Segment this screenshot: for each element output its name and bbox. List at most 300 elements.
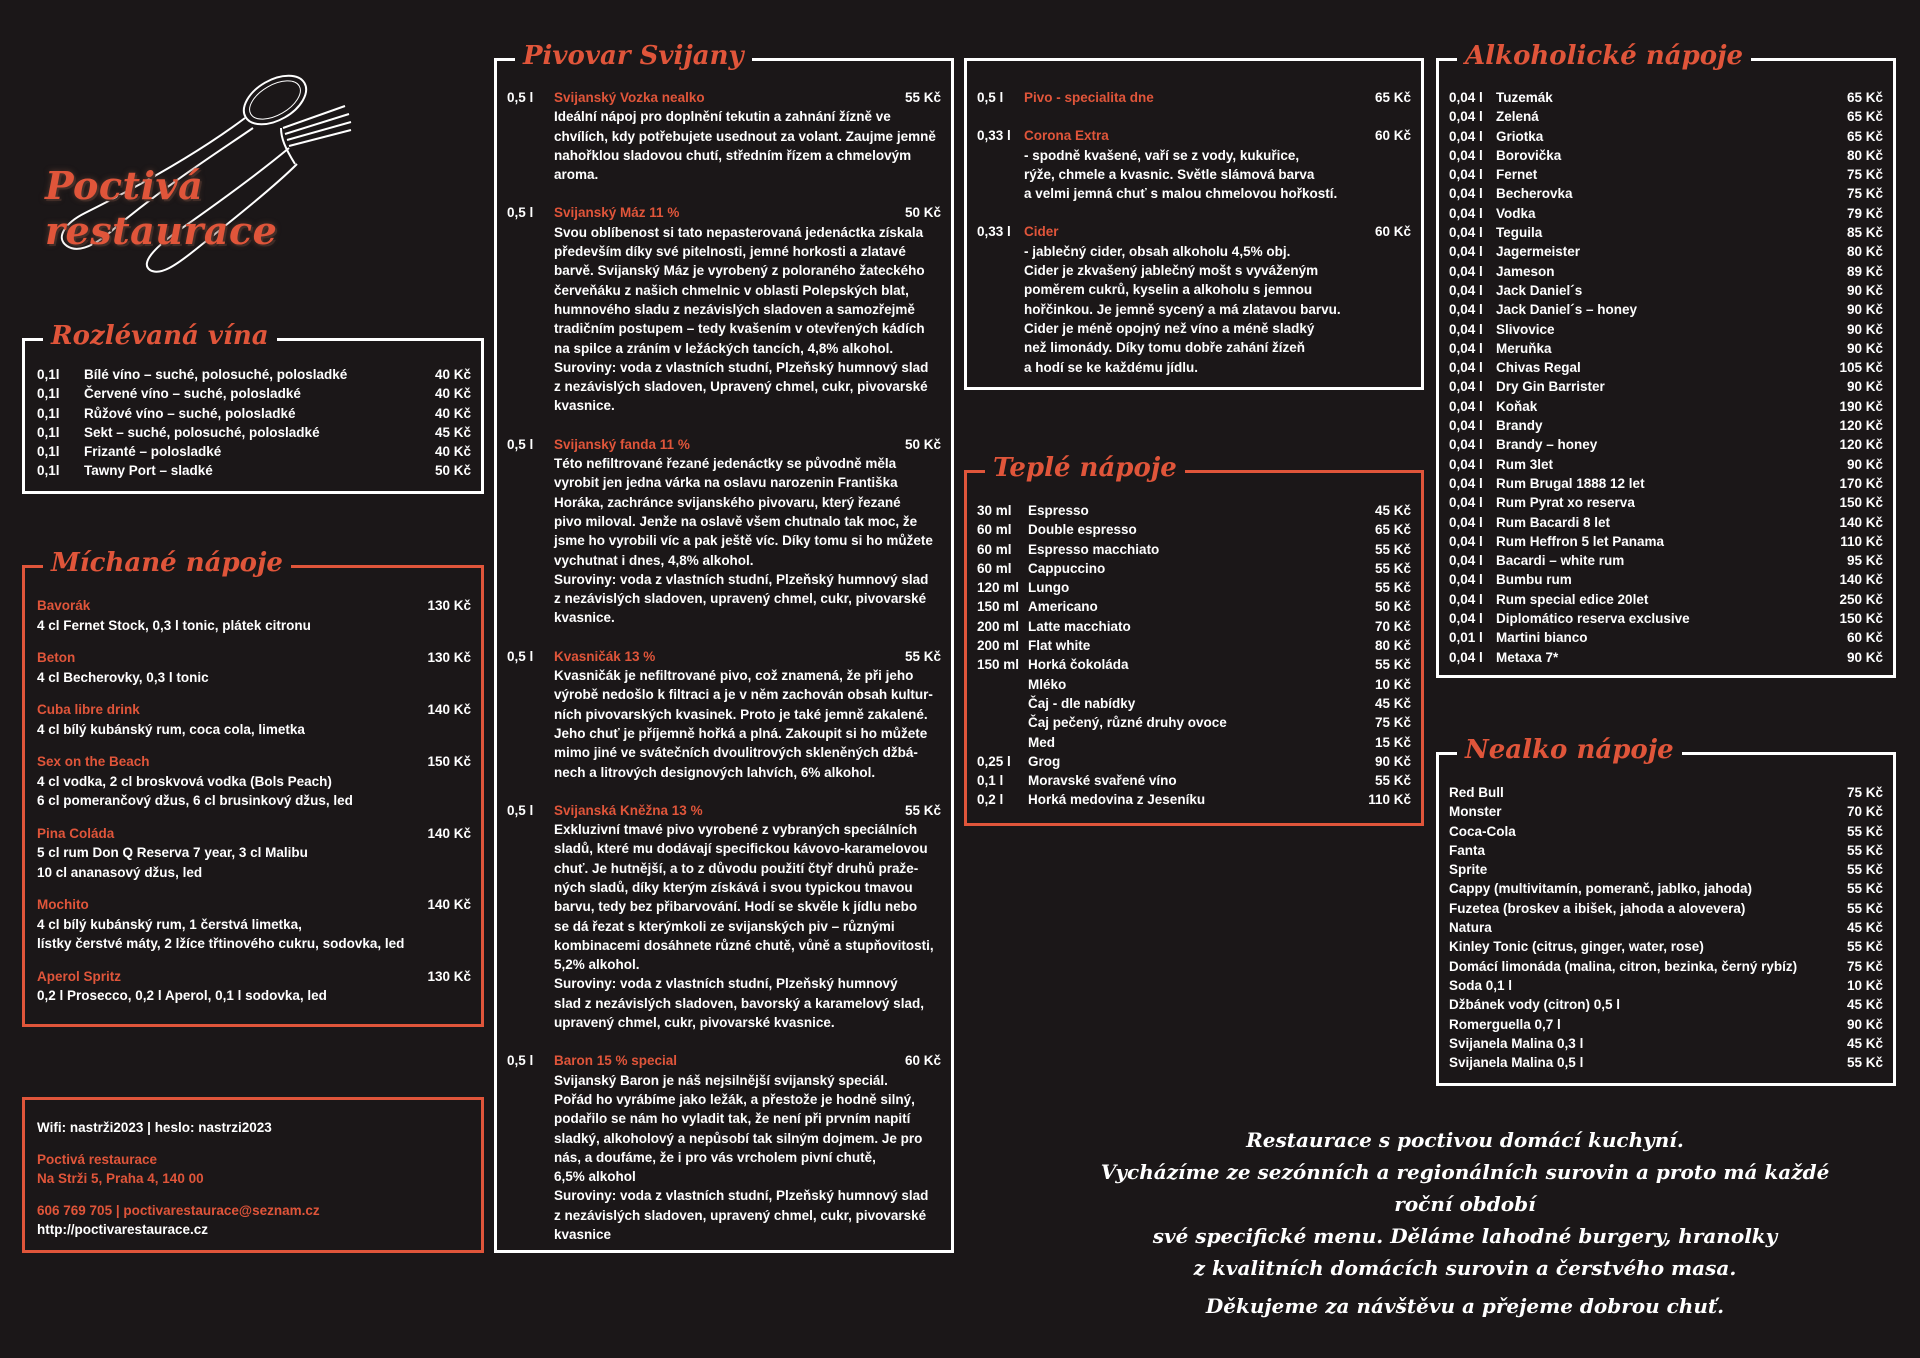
item-price: 75 Kč [1846,785,1883,800]
item-price: 50 Kč [1374,599,1411,615]
wine-item [37,404,471,423]
item-content [554,203,941,415]
item-name: Romerguella 0,7 l [1449,1016,1561,1032]
item-name: Natura [1449,920,1492,936]
item-name: Cappuccino [1028,560,1106,576]
mixed-item [37,967,471,1006]
item-name: Brandy – honey [1496,437,1598,453]
mixed-item-head [37,895,471,915]
item-price: 90 Kč [1846,379,1883,395]
soft-item [1449,860,1883,879]
soft-item [1449,957,1883,976]
item-price: 40 Kč [434,367,471,382]
item-quantity: 0,33 l [977,128,1011,144]
item-quantity [977,713,1028,732]
item-price: 110 Kč [1368,792,1411,808]
item-price: 45 Kč [1846,920,1883,936]
item-price: 90 Kč [1846,456,1883,472]
alco-section [1436,41,1896,678]
item-price: 90 Kč [1846,649,1883,665]
item-content [554,647,941,782]
item-head [554,647,941,666]
item-name: Domácí limonáda (malina, citron, bezinka, černý rybíz) [1449,958,1798,974]
item-name: Becherovka [1496,186,1573,202]
item-price: 60 Kč [1846,630,1883,646]
item-head [1024,126,1411,145]
item-quantity: 0,04 l [1449,398,1483,414]
alco-item [1449,474,1883,493]
wine-item [37,423,471,442]
item-price: 65 Kč [1846,128,1883,144]
item-price: 50 Kč [904,205,941,221]
item-description: Svou oblíbenost si tato nepasterovaná jedenáctka získala především díky své pitelnosti, jemné horkosti a zlatavé barvě. Svijanský Máz je vyrobený z poloraného žateckého červeňáku z našich chmelnic v oblasti Polepských blat, humnového sladu z nezávislých sladoven a samozřejmě tradičním postupem – tedy kvašením v otevřených kádích na spilce a zráním v ležáckých tancích, 4,8% alkohol. Suroviny: voda z vlastních studní, Plzeňský humnový slad z nezávislých sladoven, Upravený chmel, cukr, pivovarské kvasnice. [554,224,929,414]
beer-item [507,435,941,628]
item-name: Flat white [1028,638,1091,654]
item-name: Fuzetea (broskev a ibišek, jahoda a alovevera) [1449,900,1746,916]
beer-list [507,88,941,1244]
alco-item [1449,455,1883,474]
item-price: 50 Kč [904,436,941,452]
soft-item [1449,783,1883,802]
item-price: 140 Kč [427,825,471,841]
soft-item [1449,841,1883,860]
item-price: 150 Kč [427,754,471,769]
item-price: 60 Kč [1374,224,1411,240]
alco-item [1449,204,1883,223]
item-price: 140 Kč [427,702,471,717]
item-quantity: 60 ml [977,522,1012,538]
item-quantity: 0,1l [37,405,60,421]
item-price: 95 Kč [1846,553,1883,569]
item-price: 55 Kč [1846,842,1883,858]
item-price: 50 Kč [434,463,471,479]
soft-item [1449,822,1883,841]
wine-title: Rozlévaná vína [43,319,277,353]
item-description: 4 cl bílý kubánský rum, coca cola, limetka [37,721,305,737]
item-price: 130 Kč [427,598,471,613]
soft-item [1449,918,1883,937]
item-quantity: 0,33 l [977,224,1011,240]
item-price: 79 Kč [1846,205,1883,221]
item-name: Espresso macchiato [1028,541,1160,557]
alco-item [1449,397,1883,416]
item-name: Svijanský Máz 11 % [554,205,680,221]
wifi-info: Wifi: nastrži2023 | heslo: nastrzi2023 [37,1120,272,1135]
slogan-text: Restaurace s poctivou domácí kuchyní. Vycházíme ze sezónních a regionálních surovin a proto má každé roční období své specifické menu. Děláme lahodné burgery, hranolky z kvalitních domácích surovin a čerstvého masa. [1100,1128,1830,1280]
item-quantity: 0,04 l [1449,514,1483,530]
item-name: Teguila [1496,225,1543,241]
soft-item [1449,1015,1883,1034]
item-quantity: 0,5 l [507,802,534,818]
hot-item [977,501,1411,520]
item-name: Red Bull [1449,785,1504,800]
alco-item [1449,513,1883,532]
item-price: 45 Kč [1846,1035,1883,1051]
alco-item [1449,416,1883,435]
mixed-item [37,895,471,954]
item-name: Červené víno – suché, polosladké [84,386,301,402]
item-description: 0,2 l Prosecco, 0,2 l Aperol, 0,1 l sodovka, led [37,988,327,1003]
hot-item [977,540,1411,559]
mixed-item [37,648,471,687]
alco-item [1449,628,1883,647]
item-price: 90 Kč [1374,753,1411,769]
item-description: - jablečný cider, obsah alkoholu 4,5% obj. Cider je zkvašený jablečný mošt s vyváženým poměrem cukrů, kyselin a alkoholu s jemnou hořčinkou. Je jemně sycený a má zlatavou barvu. Cider je méně opojný než víno a méně sladký než limonády. Díky tomu dobře zahání žízeň a hodí se ke každému jídlu. [1024,243,1341,375]
item-name: Corona Extra [1024,128,1109,144]
item-name: Metaxa 7* [1496,649,1559,665]
alco-item [1449,127,1883,146]
item-description: 4 cl Fernet Stock, 0,3 l tonic, plátek citronu [37,617,311,633]
item-quantity: 0,04 l [1449,167,1483,183]
item-name: Čaj - dle nabídky [1028,695,1136,711]
item-price: 75 Kč [1846,167,1883,183]
item-name: Sex on the Beach [37,754,150,769]
item-description: 4 cl vodka, 2 cl broskvová vodka (Bols Peach) 6 cl pomerančový džus, 6 cl brusinkový džus, led [37,773,353,808]
alco-item [1449,262,1883,281]
item-price: 15 Kč [1374,734,1411,750]
item-price: 140 Kč [1839,572,1883,588]
item-price: 89 Kč [1846,263,1883,279]
alco-item [1449,339,1883,358]
alco-item [1449,184,1883,203]
item-quantity: 0,01 l [1449,630,1483,646]
alco-item [1449,377,1883,396]
item-name: Mléko [1028,676,1067,692]
item-quantity: 0,04 l [1449,591,1483,607]
hot-item [977,771,1411,790]
item-price: 105 Kč [1839,360,1883,376]
mixed-section [22,548,484,1027]
item-quantity: 0,04 l [1449,109,1483,125]
item-name: Martini bianco [1496,630,1588,646]
item-price: 55 Kč [1374,541,1411,557]
item-quantity: 0,04 l [1449,456,1483,472]
soft-list [1449,783,1883,1072]
item-name: Rum Heffron 5 let Panama [1496,533,1665,549]
info-address: Na Strži 5, Praha 4, 140 00 [37,1171,204,1186]
item-name: Aperol Spritz [37,968,122,984]
item-name: Rum special edice 20let [1496,591,1649,607]
beer-item [507,647,941,782]
alco-item [1449,532,1883,551]
item-name: Beton [37,650,76,665]
mixed-item-head [37,648,471,668]
soft-item [1449,899,1883,918]
item-description: Exkluzivní tmavé pivo vyrobené z vybraných speciálních sladů, které mu dodávají specifickou kávovo-karamelovou chuť. Je hutnější, a to z důvodu použití čtyř druhů praže- ných sladů, díky kterým získává i svou typickou tmavou barvu, tedy bez přibarvování. Hodí se skvěle k jídlu nebo se dá řezat s kterýmkoli ze svijanských piv – různými kombinacemi dosáhnete různé chutě, vůně a stupňovitosti, 5,2% alkohol. Suroviny: voda z vlastních studní, Plzeňský humnový slad z nezávislých sladoven, bavorský a karamelový slad, upravený chmel, cukr, pivovarské kvasnice. [554,822,934,1031]
item-quantity: 0,04 l [1449,437,1483,453]
item-name: Soda 0,1 l [1449,977,1513,993]
item-price: 40 Kč [434,386,471,402]
hot-item [977,790,1411,809]
restaurant-name: Poctivá restaurace [45,163,278,253]
alco-item [1449,281,1883,300]
item-price: 120 Kč [1839,418,1883,434]
item-price: 140 Kč [427,897,471,912]
item-price: 80 Kč [1846,244,1883,260]
alco-item [1449,570,1883,589]
item-price: 70 Kč [1374,618,1411,634]
item-price: 80 Kč [1374,638,1411,654]
item-quantity [977,675,1028,694]
wine-item [37,442,471,461]
mixed-item-head [37,967,471,987]
item-name: Baron 15 % special [554,1053,678,1069]
item-quantity [977,733,1028,752]
item-price: 55 Kč [1846,1055,1883,1071]
item-name: Borovička [1496,147,1562,163]
beer-item [507,801,941,1033]
item-name: Svijanský fanda 11 % [554,436,690,452]
item-name: Jack Daniel´s [1496,282,1583,298]
item-name: Tawny Port – sladké [84,463,213,479]
item-price: 90 Kč [1846,1016,1883,1032]
item-name: Horká čokoláda [1028,657,1129,673]
hot-item [977,520,1411,539]
soft-item [1449,1034,1883,1053]
slogan [1070,1124,1860,1322]
item-quantity: 0,5 l [507,205,534,221]
item-quantity: 0,04 l [1449,90,1483,105]
item-name: Tuzemák [1496,90,1553,105]
soft-item [1449,1053,1883,1072]
item-name: Diplomático reserva exclusive [1496,611,1690,627]
item-quantity: 0,04 l [1449,205,1483,221]
item-name: Svijanela Malina 0,3 l [1449,1035,1584,1051]
item-name: Sprite [1449,862,1488,878]
item-content [554,435,941,628]
item-quantity: 60 ml [977,541,1012,557]
item-content [1024,88,1411,107]
item-price: 55 Kč [904,648,941,664]
item-price: 45 Kč [1846,997,1883,1013]
item-name: Meruňka [1496,340,1552,356]
item-name: Růžové víno – suché, polosladké [84,405,296,421]
item-name: Rum Pyrat xo reserva [1496,495,1635,511]
item-content [554,1051,941,1244]
slogan-thanks: Děkujeme za návštěvu a přejeme dobrou chuť. [1205,1294,1725,1318]
info-web[interactable]: http://poctivarestaurace.cz [37,1222,209,1237]
item-quantity: 0,04 l [1449,340,1483,356]
hot-item [977,713,1411,732]
special-item [977,88,1411,107]
item-quantity: 150 ml [977,599,1020,615]
item-quantity: 200 ml [977,638,1020,654]
item-name: Mochito [37,897,89,912]
hot-item [977,559,1411,578]
contact-info [22,1097,484,1253]
item-name: Čaj pečený, různé druhy ovoce [1028,715,1227,731]
item-description: Ideální nápoj pro doplnění tekutin a zahnání žízně ve chvílích, kdy potřebujete usednout za volant. Zaujme jemně nahořklou sladovou chutí, středním řízem a chmelovým aroma. [554,109,936,183]
hot-item [977,578,1411,597]
beer-title: Pivovar Svijany [515,39,752,73]
item-quantity: 0,1l [37,444,60,460]
item-price: 170 Kč [1839,475,1883,491]
item-price: 55 Kč [904,90,941,105]
wine-list [37,365,471,481]
hot-item [977,752,1411,771]
item-price: 90 Kč [1846,302,1883,318]
wine-section [22,321,484,494]
item-name: Koňak [1496,398,1538,414]
hot-item [977,733,1411,752]
item-price: 45 Kč [1374,503,1411,518]
item-name: Fanta [1449,842,1486,858]
item-quantity: 0,04 l [1449,649,1483,665]
item-head [1024,222,1411,241]
alco-item [1449,590,1883,609]
item-content [1024,222,1411,376]
mixed-item [37,700,471,739]
soft-title: Nealko nápoje [1457,733,1682,767]
item-description: 4 cl bílý kubánský rum, 1 čerstvá limetka, lístky čerstvé máty, 2 lžíce třtinového cukru, sodovka, led [37,916,405,951]
item-name: Bavorák [37,598,91,613]
item-quantity: 120 ml [977,580,1020,596]
item-price: 120 Kč [1839,437,1883,453]
item-price: 90 Kč [1846,282,1883,298]
mixed-item-head [37,700,471,720]
item-price: 55 Kč [1374,657,1411,673]
item-price: 55 Kč [1374,580,1411,596]
item-quantity: 0,1l [37,424,60,440]
item-price: 130 Kč [427,650,471,665]
item-description: Kvasničák je nefiltrované pivo, což znamená, že při jeho výrobě nedošlo k filtraci a je v něm zachován obsah kultur- ních pivovarských kvasinek. Proto je také jemně zakalené. Jeho chuť je příjemně hořká a plná. Zakoupit si ho můžete mimo jiné ve svátečních dvoulitrových skleněných džbá- nech a litrových designových lahvích, 6% alkohol. [554,668,933,780]
item-price: 55 Kč [1374,560,1411,576]
alco-item [1449,320,1883,339]
alco-list [1449,88,1883,667]
info-name: Poctivá restaurace [37,1151,158,1167]
item-name: Rum Brugal 1888 12 let [1496,475,1645,491]
item-name: Svijanela Malina 0,5 l [1449,1055,1584,1071]
special-item [977,222,1411,376]
item-quantity: 30 ml [977,503,1012,518]
item-name: Monster [1449,804,1502,820]
item-price: 75 Kč [1846,958,1883,974]
item-name: Dry Gin Barrister [1496,379,1605,395]
item-name: Rum Bacardi 8 let [1496,514,1611,530]
item-price: 150 Kč [1839,495,1883,511]
alco-title: Alkoholické nápoje [1457,39,1751,73]
item-description: Svijanský Baron je náš nejsilnější svijanský speciál. Pořád ho vyrábíme jako ležák, a přestože je hodně silný, podařilo se nám ho vyladit tak, že není při prvním napití sladký, alkoholový a nepůsobí tak silným dojmem. Je pro nás, a doufáme, že i pro vás vrcholem pivní chutě, 6,5% alkohol Suroviny: voda z vlastních studní, Plzeňský humnový slad z nezávislých sladoven, upravený chmel, cukr, pivovarské kvasnice [554,1072,929,1243]
mixed-list [37,596,471,1006]
item-quantity: 0,04 l [1449,418,1483,434]
item-quantity: 0,04 l [1449,244,1483,260]
alco-item [1449,165,1883,184]
item-price: 80 Kč [1846,147,1883,163]
item-price: 55 Kč [1846,823,1883,839]
special-list [977,88,1411,377]
item-price: 60 Kč [1374,128,1411,144]
item-name: Cuba libre drink [37,702,140,717]
mixed-item [37,824,471,883]
item-price: 85 Kč [1846,225,1883,241]
item-quantity: 0,04 l [1449,495,1483,511]
beer-item [507,1051,941,1244]
item-price: 250 Kč [1839,591,1883,607]
wine-item [37,461,471,480]
item-name: Moravské svařené víno [1028,773,1177,789]
item-content [1024,126,1411,203]
item-quantity: 0,04 l [1449,302,1483,318]
alco-item [1449,88,1883,107]
item-price: 90 Kč [1846,321,1883,337]
item-quantity: 0,04 l [1449,147,1483,163]
item-name: Jameson [1496,263,1555,279]
item-price: 55 Kč [1846,939,1883,955]
item-name: Kinley Tonic (citrus, ginger, water, rose) [1449,939,1704,955]
alco-item [1449,107,1883,126]
alco-item [1449,435,1883,454]
item-quantity: 0,04 l [1449,128,1483,144]
item-content [554,801,941,1033]
item-name: Bacardi – white rum [1496,553,1625,569]
item-name: Svijanský Vozka nealko [554,90,705,105]
item-name: Griotka [1496,128,1544,144]
item-quantity: 0,04 l [1449,553,1483,569]
item-quantity: 0,1l [37,367,60,382]
item-name: Frizanté – polosladké [84,444,222,460]
soft-item [1449,802,1883,821]
item-price: 65 Kč [1846,109,1883,125]
item-name: Jack Daniel´s – honey [1496,302,1638,318]
item-description: 5 cl rum Don Q Reserva 7 year, 3 cl Malibu 10 cl ananasový džus, led [37,845,308,880]
item-quantity: 0,5 l [507,436,534,452]
item-quantity: 0,04 l [1449,186,1483,202]
mixed-item-head [37,596,471,616]
alco-item [1449,146,1883,165]
item-name: Rum 3let [1496,456,1554,472]
item-quantity: 0,04 l [1449,379,1483,395]
item-quantity: 0,04 l [1449,225,1483,241]
hot-item [977,597,1411,616]
item-description: 4 cl Becherovky, 0,3 l tonic [37,669,209,685]
item-name: Brandy [1496,418,1543,434]
item-name: Sekt – suché, polosuché, polosladké [84,424,320,440]
item-name: Double espresso [1028,522,1137,538]
item-name: Latte macchiato [1028,618,1131,634]
item-name: Cappy (multivitamín, pomeranč, jablko, jahoda) [1449,881,1753,897]
alco-item [1449,358,1883,377]
item-name: Chivas Regal [1496,360,1581,376]
item-quantity: 0,04 l [1449,533,1483,549]
item-head [1024,88,1411,107]
item-price: 65 Kč [1374,522,1411,538]
alco-item [1449,300,1883,319]
soft-item [1449,995,1883,1014]
item-price: 75 Kč [1846,186,1883,202]
item-quantity: 0,25 l [977,753,1011,769]
item-name: Svijanská Kněžna 13 % [554,802,703,818]
soft-item [1449,976,1883,995]
item-quantity: 0,04 l [1449,572,1483,588]
item-price: 110 Kč [1840,533,1883,549]
item-quantity: 0,04 l [1449,263,1483,279]
restaurant-logo [45,68,415,278]
beer-item [507,203,941,415]
hot-list [977,501,1411,810]
item-quantity: 150 ml [977,657,1020,673]
item-content [554,88,941,184]
alco-item [1449,609,1883,628]
item-quantity: 0,04 l [1449,282,1483,298]
item-name: Fernet [1496,167,1538,183]
item-price: 55 Kč [1846,900,1883,916]
item-quantity: 0,04 l [1449,611,1483,627]
item-description: Této nefiltrované řezané jedenáctky se původně měla vyrobit jen jedna várka na oslavu narozenin Františka Horáka, zachránce svijanského pivovaru, který řezané pivo miloval. Jenže na oslavě všem chutnalo tak moc, že jsme ho vyrobili víc a pak ještě víc. Díky tomu si ho můžete vychutnat i dnes, 4,8% alkohol. Suroviny: voda z vlastních studní, Plzeňský humnový slad z nezávislých sladoven, upravený chmel, cukr, pivovarské kvasnice. [554,456,933,626]
alco-item [1449,551,1883,570]
item-price: 55 Kč [1374,773,1411,789]
item-price: 140 Kč [1839,514,1883,530]
soft-item [1449,879,1883,898]
